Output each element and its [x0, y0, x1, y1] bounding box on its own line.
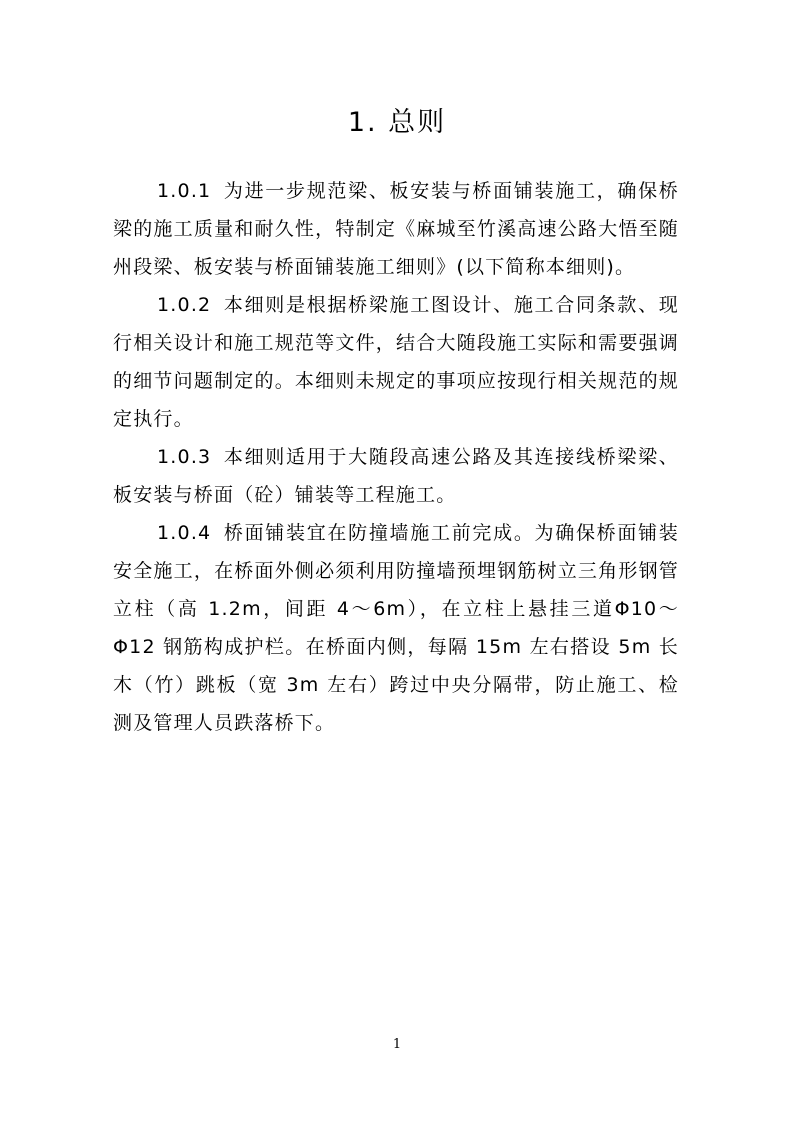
section-number: 1.0.3: [157, 446, 212, 468]
section-1-0-2: [113, 286, 679, 438]
section-text: 为进一步规范梁、板安装与桥面铺装施工，确保桥梁的施工质量和耐久性，特制定《麻城至竹溪高速公路大悟至随州段梁、板安装与桥面铺装施工细则》(以下简称本细则)。: [113, 180, 679, 278]
section-text: 桥面铺装宜在防撞墙施工前完成。为确保桥面铺装安全施工，在桥面外侧必须利用防撞墙预埋钢筋树立三角形钢管立柱（高 1.2m，间距 4～6m），在立柱上悬挂三道Φ10～Φ12 钢筋构成护栏。在桥面内侧，每隔 15m 左右搭设 5m 长木（竹）跳板（宽 3m 左右）跨过中央分隔带，防止施工、检测及管理人员跌落桥下。: [113, 522, 679, 734]
section-1-0-1: [113, 172, 679, 286]
section-text: 本细则是根据桥梁施工图设计、施工合同条款、现行相关设计和施工规范等文件，结合大随段施工实际和需要强调的细节问题制定的。本细则未规定的事项应按现行相关规范的规定执行。: [113, 294, 679, 430]
section-number: 1.0.4: [157, 522, 212, 544]
section-text: 本细则适用于大随段高速公路及其连接线桥梁梁、板安装与桥面（砼）铺装等工程施工。: [113, 446, 679, 506]
section-1-0-3: [113, 438, 679, 514]
page-title: 1. 总则: [347, 107, 447, 138]
section-number: 1.0.2: [157, 294, 212, 316]
section-1-0-4: [113, 514, 679, 742]
document-body: [113, 172, 679, 742]
page-number: 1: [392, 1037, 402, 1052]
section-number: 1.0.1: [157, 180, 212, 202]
